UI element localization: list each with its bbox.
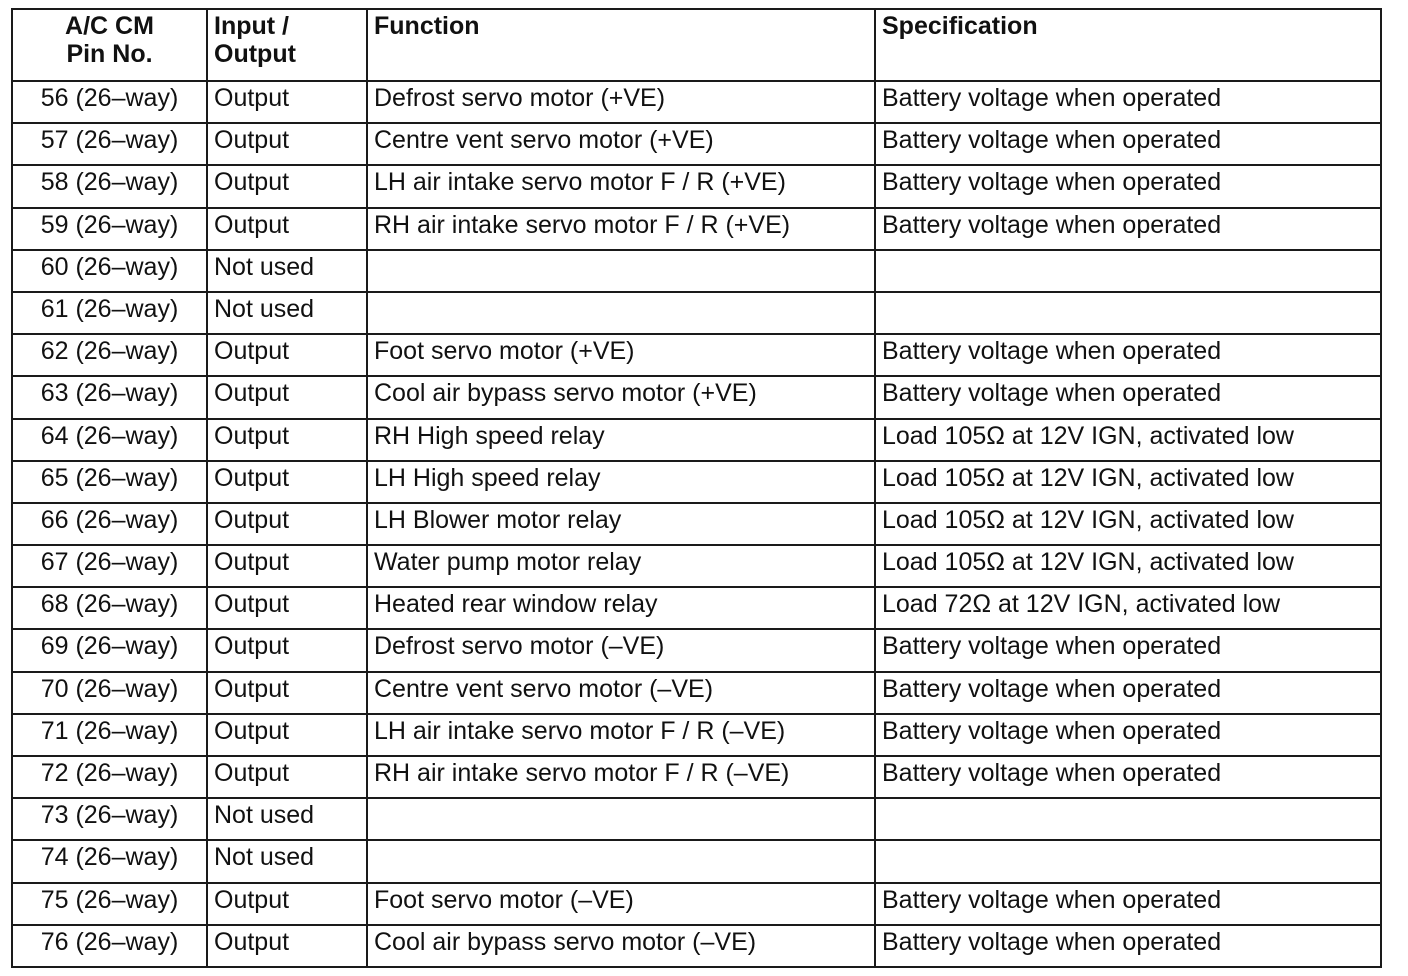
input-output-cell: Not used (207, 250, 367, 292)
header-pin-line1: A/C CM (65, 12, 154, 40)
function-cell: Foot servo motor (+VE) (367, 334, 875, 376)
header-io-line2: Output (214, 40, 296, 68)
pin-number-cell: 68 (26–way) (12, 587, 207, 629)
function-cell: Water pump motor relay (367, 545, 875, 587)
header-io-line1: Input / (214, 12, 289, 40)
pin-number-cell: 75 (26–way) (12, 883, 207, 925)
input-output-cell: Output (207, 208, 367, 250)
function-cell: LH High speed relay (367, 461, 875, 503)
input-output-cell: Output (207, 461, 367, 503)
header-function: Function (367, 9, 875, 81)
input-output-cell: Not used (207, 292, 367, 334)
input-output-cell: Output (207, 714, 367, 756)
input-output-cell: Output (207, 756, 367, 798)
specification-cell: Load 105Ω at 12V IGN, activated low (875, 545, 1381, 587)
pin-number-cell: 76 (26–way) (12, 925, 207, 967)
table-row (12, 756, 1381, 798)
pin-number-cell: 69 (26–way) (12, 629, 207, 671)
pin-number-cell: 56 (26–way) (12, 81, 207, 123)
table-row (12, 376, 1381, 418)
table-row (12, 672, 1381, 714)
pin-table (11, 8, 1382, 968)
function-cell: Defrost servo motor (+VE) (367, 81, 875, 123)
specification-cell: Battery voltage when operated (875, 672, 1381, 714)
specification-cell: Battery voltage when operated (875, 334, 1381, 376)
table-row (12, 123, 1381, 165)
specification-cell: Battery voltage when operated (875, 883, 1381, 925)
function-cell (367, 798, 875, 840)
function-cell: RH air intake servo motor F / R (–VE) (367, 756, 875, 798)
specification-cell: Load 72Ω at 12V IGN, activated low (875, 587, 1381, 629)
pin-number-cell: 72 (26–way) (12, 756, 207, 798)
table-row (12, 925, 1381, 967)
table-row (12, 545, 1381, 587)
header-row (12, 9, 1381, 81)
pin-number-cell: 64 (26–way) (12, 419, 207, 461)
input-output-cell: Output (207, 123, 367, 165)
input-output-cell: Output (207, 925, 367, 967)
input-output-cell: Output (207, 376, 367, 418)
function-cell: LH air intake servo motor F / R (–VE) (367, 714, 875, 756)
function-cell: Heated rear window relay (367, 587, 875, 629)
table-row (12, 165, 1381, 207)
header-input-output (207, 9, 367, 81)
function-cell (367, 840, 875, 882)
specification-cell (875, 250, 1381, 292)
table-row (12, 419, 1381, 461)
pin-number-cell: 60 (26–way) (12, 250, 207, 292)
table-row (12, 334, 1381, 376)
table-row (12, 503, 1381, 545)
header-specification: Specification (875, 9, 1381, 81)
table-row (12, 250, 1381, 292)
specification-cell: Battery voltage when operated (875, 123, 1381, 165)
input-output-cell: Output (207, 629, 367, 671)
input-output-cell: Output (207, 81, 367, 123)
table-row (12, 587, 1381, 629)
function-cell: Centre vent servo motor (+VE) (367, 123, 875, 165)
pin-number-cell: 74 (26–way) (12, 840, 207, 882)
pin-number-cell: 57 (26–way) (12, 123, 207, 165)
function-cell: RH air intake servo motor F / R (+VE) (367, 208, 875, 250)
pin-number-cell: 59 (26–way) (12, 208, 207, 250)
table-row (12, 81, 1381, 123)
input-output-cell: Not used (207, 798, 367, 840)
function-cell: Centre vent servo motor (–VE) (367, 672, 875, 714)
table-header (12, 9, 1381, 81)
function-cell: LH Blower motor relay (367, 503, 875, 545)
pin-number-cell: 62 (26–way) (12, 334, 207, 376)
pin-number-cell: 63 (26–way) (12, 376, 207, 418)
specification-cell: Battery voltage when operated (875, 925, 1381, 967)
function-cell: Foot servo motor (–VE) (367, 883, 875, 925)
table-row (12, 629, 1381, 671)
input-output-cell: Output (207, 419, 367, 461)
table-row (12, 461, 1381, 503)
specification-cell: Load 105Ω at 12V IGN, activated low (875, 461, 1381, 503)
specification-cell: Battery voltage when operated (875, 629, 1381, 671)
header-pin-line2: Pin No. (66, 40, 153, 68)
input-output-cell: Not used (207, 840, 367, 882)
table-row (12, 798, 1381, 840)
function-cell: Cool air bypass servo motor (+VE) (367, 376, 875, 418)
pin-number-cell: 66 (26–way) (12, 503, 207, 545)
pin-number-cell: 71 (26–way) (12, 714, 207, 756)
function-cell: Defrost servo motor (–VE) (367, 629, 875, 671)
table-row (12, 292, 1381, 334)
input-output-cell: Output (207, 883, 367, 925)
specification-cell: Battery voltage when operated (875, 376, 1381, 418)
pin-number-cell: 73 (26–way) (12, 798, 207, 840)
header-pin-number (12, 9, 207, 81)
specification-cell: Battery voltage when operated (875, 165, 1381, 207)
pin-number-cell: 70 (26–way) (12, 672, 207, 714)
specification-cell: Battery voltage when operated (875, 714, 1381, 756)
input-output-cell: Output (207, 587, 367, 629)
input-output-cell: Output (207, 545, 367, 587)
function-cell (367, 250, 875, 292)
specification-cell (875, 840, 1381, 882)
table-row (12, 208, 1381, 250)
specification-cell: Battery voltage when operated (875, 81, 1381, 123)
table-row (12, 714, 1381, 756)
table-row (12, 840, 1381, 882)
function-cell: RH High speed relay (367, 419, 875, 461)
pin-number-cell: 65 (26–way) (12, 461, 207, 503)
table-body (12, 81, 1381, 967)
table-row (12, 883, 1381, 925)
specification-cell (875, 292, 1381, 334)
specification-cell: Battery voltage when operated (875, 756, 1381, 798)
pin-number-cell: 58 (26–way) (12, 165, 207, 207)
function-cell: LH air intake servo motor F / R (+VE) (367, 165, 875, 207)
function-cell (367, 292, 875, 334)
pin-number-cell: 61 (26–way) (12, 292, 207, 334)
input-output-cell: Output (207, 334, 367, 376)
input-output-cell: Output (207, 503, 367, 545)
function-cell: Cool air bypass servo motor (–VE) (367, 925, 875, 967)
specification-cell: Load 105Ω at 12V IGN, activated low (875, 503, 1381, 545)
specification-cell: Load 105Ω at 12V IGN, activated low (875, 419, 1381, 461)
pin-number-cell: 67 (26–way) (12, 545, 207, 587)
specification-cell: Battery voltage when operated (875, 208, 1381, 250)
input-output-cell: Output (207, 672, 367, 714)
specification-cell (875, 798, 1381, 840)
input-output-cell: Output (207, 165, 367, 207)
